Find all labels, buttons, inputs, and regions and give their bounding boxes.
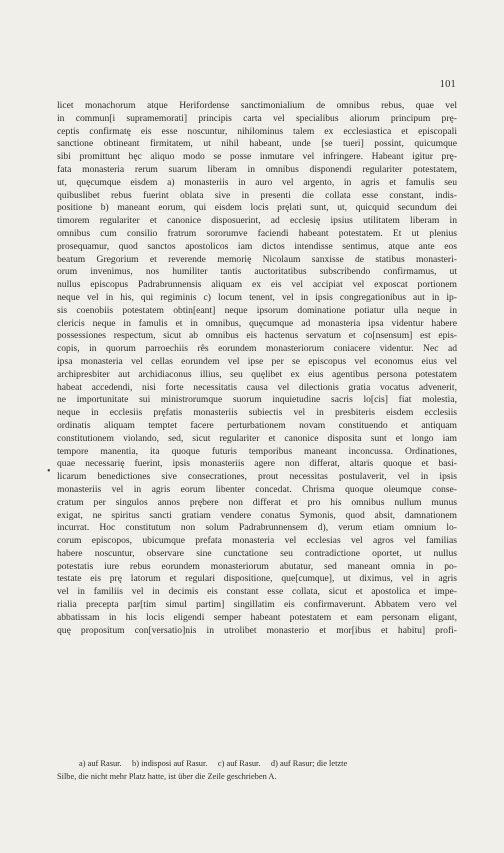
footnote-c: c) auf Rasur.	[217, 759, 261, 768]
body-text	[57, 100, 457, 637]
text-line: copis, in quorum parroechiis rês eorundem monasteriorum coniacere videntur. Nec ad	[57, 343, 457, 355]
text-line: sanctione obtineant firmitatem, ut nihil habeant, unde [se tueri] possint, quicumque	[57, 138, 457, 150]
text-line: licarum benedictiones sive consecrationes, prout necessitas postulaverit, vel in ipsis	[57, 471, 457, 483]
text-line: ordinatis aliquam temptet facere perturbationem novam constituendo et antiquam	[57, 419, 457, 431]
text-line: quę propositum con[versatio]nis in utrolibet monasterio et mor[ibus et habitu] profi-	[57, 624, 457, 636]
text-line: nullus episcopus Padrabrunnensis aliquam ex eis vel accipiat vel exposcat portionem	[57, 279, 457, 291]
footnotes	[57, 758, 457, 783]
text-line: sis coenobiis potestatem obtin[eant] neque ipsorum dominatione potiatur ulla neque in	[57, 304, 457, 316]
text-line: rialia precepta par[tim simul partim] singillatim eis confirmaverunt. Abbatem vero vel	[57, 599, 457, 611]
text-line: incurrat. Hoc constitutum non solum Padrabrunnensem d), verum etiam omnium lo-	[57, 522, 457, 534]
text-line: beatum Gregorium et reverende memorię Nicolaum sanxisse de statibus monasteri-	[57, 253, 457, 265]
text-line: orum invenimus, nos humiliter tantis auctoritatibus subscribendo confirmamus, ut	[57, 266, 457, 278]
text-line: habeat accedendi, nisi forte necessitatis causa vel dilectionis gratia vocatus advenerit,	[57, 381, 457, 393]
text-line: prosequamur, quod sanctos apostolicos iam dictos intendisse sentimus, atque ante eos	[57, 240, 457, 252]
text-line: quae necessarię fuerint, ipsis monasteriis agere non differat, altaris quoque et basi-	[57, 458, 457, 470]
text-line: quibuslibet rebus fuerint oblata sive in presenti die collata esse constant, indis-	[57, 189, 457, 201]
text-line: abbatissam in his locis eligendi semper habeant potestatem et eam personam eligant,	[57, 611, 457, 623]
text-line: corum episcopos, ubicumque prefata monasteria vel ecclesias vel agros vel familias	[57, 535, 457, 547]
text-line: habere noscuntur, observare sine cunctatione seu contradictione oportet, ut nullus	[57, 547, 457, 559]
text-line: ut, quęcumque eisdem a) monasteriis in auro vel argento, in agris et famulis seu	[57, 176, 457, 188]
text-line: ne importunitate sui ministrorumque suorum inquietudine sacris lo[cis] fiat molestia,	[57, 394, 457, 406]
page-number: 101	[439, 79, 456, 90]
text-line: timorem regulariter et canonice disposuerint, ad ecclesię ipsius utilitatem liberam in	[57, 215, 457, 227]
footnote-a: a) auf Rasur.	[79, 759, 122, 768]
text-line: tempore manentia, ita quoque futuris temporibus maneant inconcussa. Ordinationes,	[57, 445, 457, 457]
text-line: potestatis iure rebus eorundem monasteriorum abutatur, sed maneant omnia in po-	[57, 560, 457, 572]
text-line: constitutionem violando, sed, sicut regulariter et canonice disposita sunt et longo iam	[57, 432, 457, 444]
text-line: licet monachorum atque Herifordense sanctimonialium de omnibus rebus, quae vel	[57, 100, 457, 111]
text-line: fata monasteria rerum suarum liberam in omnibus disponendi regulariter potestatem,	[57, 163, 457, 175]
text-line: exigat, ne spiritus sancti gratiam vendere conatus Symonis, quod absit, damnationem	[57, 509, 457, 521]
footnote-d-continued: Silbe, die nicht mehr Platz hatte, ist über die Zeile geschrieben A.	[57, 771, 277, 781]
text-line: archipresbiter aut archidiaconus illius, seu quęlibet ex eius agentibus persona potestatem	[57, 368, 457, 380]
margin-mark: •	[47, 466, 51, 477]
text-line: possessiones respectum, sicut ab omnibus eis hactenus servatum et co[nsensum] est epis-	[57, 330, 457, 342]
text-line: neque vel in his, qui regiminis c) locum tenent, vel in ipsis congregationibus aut in ip-	[57, 291, 457, 303]
text-line: ceptis confirmatę eis esse noscuntur, nihilominus talem ex ecclesiastica et episcopali	[57, 125, 457, 137]
text-line: sibi promittunt hęc aliquo modo se posse inmutare vel infringere. Habeant igitur prę-	[57, 151, 457, 163]
footnote-b: b) indisposi auf Rasur.	[132, 759, 208, 768]
text-line: cratum per singulos annos prębere non differat et pro his omnibus nullum munus	[57, 496, 457, 508]
footnote-d: d) auf Rasur; die letzte	[270, 759, 348, 768]
text-line: testate eis prę latorum et regulari dispositione, que[cumque], ut diximus, vel in agris	[57, 573, 457, 585]
text-line: clericis neque in famulis et in omnibus, quęcumque ad monasteria ipsa videntur habere	[57, 317, 457, 329]
text-line: ipsa monasteria vel cellas eorundem vel ipse per se episcopus vel economus eius vel	[57, 355, 457, 367]
text-line: in commun[i supramemorati] principis carta vel specialibus aliorum principum prę-	[57, 112, 457, 124]
text-line: omnibus cum consilio fratrum sororumve faciendi habeant potestatem. Et ut plenius	[57, 227, 457, 239]
text-line: neque in ecclesiis pręfatis monasteriis subiectis vel in presbiteris eisdem ecclesiis	[57, 407, 457, 419]
text-line: vel in familiis vel in decimis eis constant esse collata, sicut et apostolica et impe-	[57, 586, 457, 598]
text-line: monasteriis vel in agris eorum libenter concedat. Chrisma quoque oleumque conse-	[57, 483, 457, 495]
text-line: positione b) maneant eorum, qui eisdem locis pręlati sunt, ut, quicquid secundum dei	[57, 202, 457, 214]
